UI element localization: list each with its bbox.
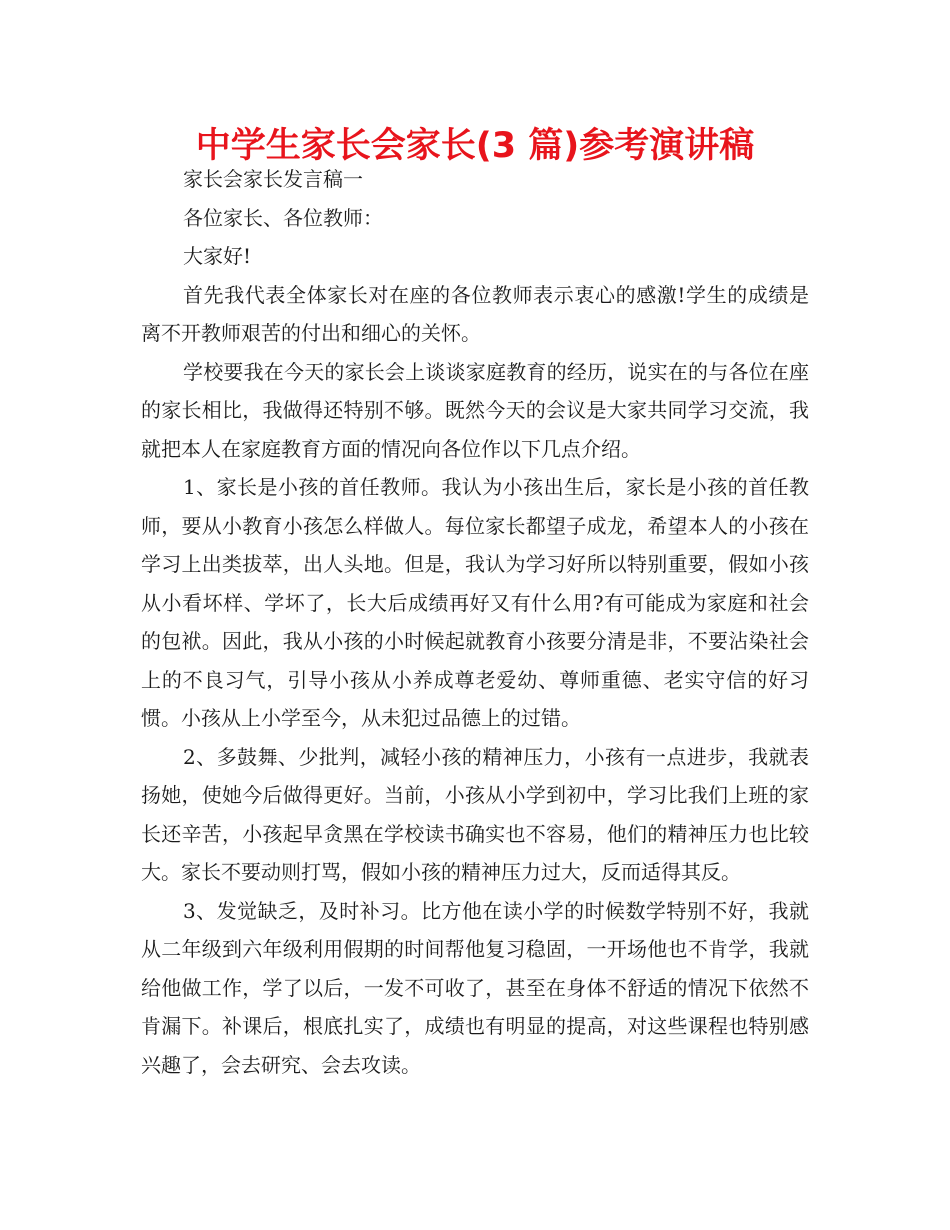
paragraph-introduction: 学校要我在今天的家长会上谈谈家庭教育的经历，说实在的与各位在座的家长相比，我做得还特别不够。既然今天的会议是大家共同学习交流，我就把本人在家庭教育方面的情况向各位作以下几点介绍。 [141,359,809,461]
paragraph-thanks: 首先我代表全体家长对在座的各位教师表示衷心的感激!学生的成绩是离不开教师艰苦的付出和细心的关怀。 [141,282,809,345]
paragraph-point-1: 1、家长是小孩的首任教师。我认为小孩出生后，家长是小孩的首任教师，要从小教育小孩怎么样做人。每位家长都望子成龙，希望本人的小孩在学习上出类拔萃，出人头地。但是，我认为学习好所以特别重要，假如小孩从小看坏样、学坏了，长大后成绩再好又有什么用?有可能成为家庭和社会的包袱。因此，我从小孩的小时候起就教育小孩要分清是非，不要沾染社会上的不良习气，引导小孩从小养成尊老爱幼、尊师重德、老实守信的好习惯。小孩从上小学至今，从未犯过品德上的过错。 [141,475,809,730]
paragraph-greeting: 大家好! [183,244,252,268]
paragraph-point-3: 3、发觉缺乏，及时补习。比方他在读小学的时候数学特别不好，我就从二年级到六年级利用假期的时间帮他复习稳固，一开场他也不肯学，我就给他做工作，学了以后，一发不可收了，甚至在身体不舒适的情况下依然不肯漏下。补课后，根底扎实了，成绩也有明显的提高，对这些课程也特别感兴趣了，会去研究、会去攻读。 [141,898,809,1077]
document-body [141,160,809,1084]
document-title: 中学生家长会家长(3 篇)参考演讲稿 [195,126,755,166]
paragraph-salutation: 各位家长、各位教师： [183,205,383,230]
paragraph-point-2: 2、多鼓舞、少批判，减轻小孩的精神压力，小孩有一点进步，我就表扬她，使她今后做得更好。当前，小孩从小学到初中，学习比我们上班的家长还辛苦，小孩起早贪黑在学校读书确实也不容易，他们的精神压力也比较大。家长不要动则打骂，假如小孩的精神压力过大，反而适得其反。 [141,744,809,884]
paragraph-heading: 家长会家长发言稿一 [183,167,363,191]
